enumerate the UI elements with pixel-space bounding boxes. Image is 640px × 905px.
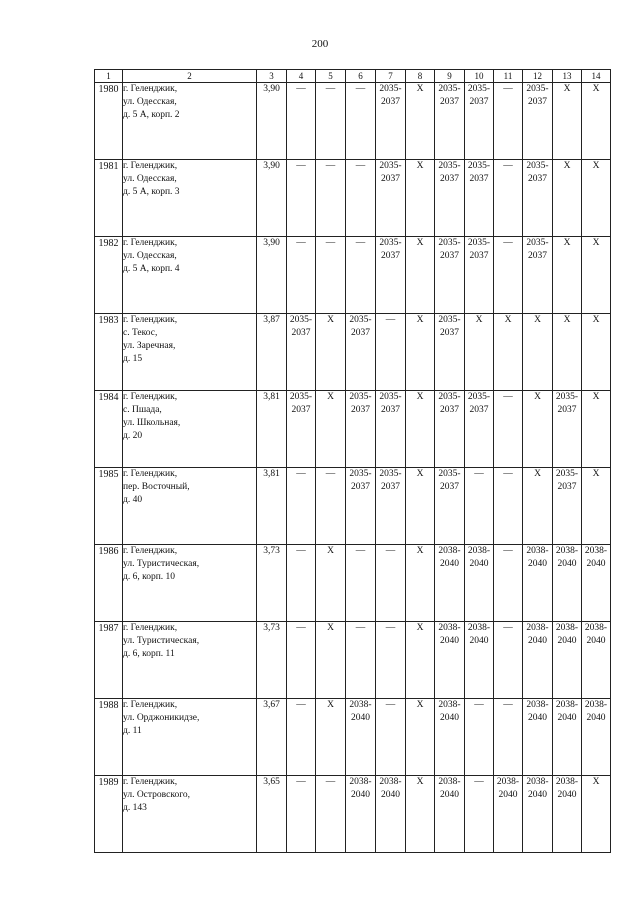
- period-text: 2038- 2040: [438, 777, 461, 800]
- period-cell: [435, 237, 465, 314]
- period-cell: [435, 699, 465, 776]
- period-text: 2035- 2037: [379, 238, 402, 261]
- period-cell: Х: [553, 237, 582, 314]
- period-cell: [465, 391, 494, 468]
- period-text: 2035- 2037: [379, 469, 402, 492]
- period-cell: Х: [406, 314, 435, 391]
- period-cell: [376, 468, 406, 545]
- period-cell: [435, 314, 465, 391]
- period-text: 2038- 2040: [496, 777, 520, 800]
- value-cell: 3,90: [257, 83, 287, 160]
- address-line: д. 15: [123, 354, 143, 364]
- address-line: ул. Заречная,: [123, 341, 176, 351]
- period-cell: [465, 83, 494, 160]
- period-cell: —: [316, 776, 346, 853]
- address-line: г. Геленджик,: [123, 469, 178, 479]
- address-line: д. 40: [123, 495, 143, 505]
- period-cell: [287, 391, 316, 468]
- address-line: пер. Восточный,: [123, 482, 190, 492]
- address-line: г. Геленджик,: [123, 161, 178, 171]
- period-cell: [346, 314, 376, 391]
- address-line: ул. Одесская,: [123, 97, 177, 107]
- period-cell: Х: [523, 314, 553, 391]
- period-text: 2035- 2037: [526, 84, 549, 107]
- period-cell: Х: [582, 391, 611, 468]
- period-cell: —: [465, 468, 494, 545]
- period-text: 2038- 2040: [584, 546, 608, 569]
- period-cell: [376, 776, 406, 853]
- period-text: 2038- 2040: [438, 546, 461, 569]
- period-cell: [553, 468, 582, 545]
- table-row: [95, 776, 611, 853]
- header-row: [95, 70, 611, 83]
- period-cell: [553, 699, 582, 776]
- address-line: с. Пшада,: [123, 405, 162, 415]
- period-cell: Х: [316, 391, 346, 468]
- row-number: 1989: [95, 776, 123, 853]
- address-line: д. 11: [123, 726, 142, 736]
- period-cell: Х: [465, 314, 494, 391]
- period-cell: [435, 160, 465, 237]
- period-cell: —: [316, 468, 346, 545]
- period-text: 2035- 2037: [349, 315, 372, 338]
- period-cell: —: [287, 545, 316, 622]
- header-cell: 7: [376, 70, 406, 83]
- period-cell: [287, 314, 316, 391]
- table-row: [95, 160, 611, 237]
- period-cell: [523, 699, 553, 776]
- address-cell: [123, 468, 257, 545]
- value-cell: 3,81: [257, 391, 287, 468]
- period-cell: [523, 160, 553, 237]
- address-line: г. Геленджик,: [123, 546, 178, 556]
- address-cell: [123, 314, 257, 391]
- period-cell: [465, 160, 494, 237]
- period-cell: Х: [553, 83, 582, 160]
- period-text: 2035- 2037: [526, 161, 549, 184]
- period-cell: —: [287, 699, 316, 776]
- header-cell: 1: [95, 70, 123, 83]
- table-row: [95, 391, 611, 468]
- period-text: 2035- 2037: [438, 238, 461, 261]
- period-text: 2038- 2040: [526, 623, 549, 646]
- period-text: 2038- 2040: [555, 546, 579, 569]
- period-cell: —: [494, 545, 523, 622]
- period-cell: Х: [553, 314, 582, 391]
- header-cell: 10: [465, 70, 494, 83]
- period-cell: Х: [316, 622, 346, 699]
- period-cell: [523, 776, 553, 853]
- period-cell: —: [376, 622, 406, 699]
- period-cell: Х: [406, 391, 435, 468]
- table-row: [95, 314, 611, 391]
- address-line: ул. Орджоникидзе,: [123, 713, 200, 723]
- row-number: 1982: [95, 237, 123, 314]
- period-cell: [376, 391, 406, 468]
- period-text: 2035- 2037: [289, 392, 313, 415]
- table-row: [95, 545, 611, 622]
- period-text: 2035- 2037: [555, 392, 579, 415]
- address-line: д. 5 А, корп. 3: [123, 187, 180, 197]
- period-text: 2038- 2040: [379, 777, 402, 800]
- period-cell: Х: [406, 160, 435, 237]
- period-text: 2035- 2037: [379, 392, 402, 415]
- header-cell: 12: [523, 70, 553, 83]
- header-cell: 4: [287, 70, 316, 83]
- period-text: 2035- 2037: [349, 392, 372, 415]
- address-line: г. Геленджик,: [123, 315, 178, 325]
- period-cell: —: [465, 699, 494, 776]
- address-line: г. Геленджик,: [123, 623, 178, 633]
- period-cell: Х: [406, 545, 435, 622]
- value-cell: 3,73: [257, 545, 287, 622]
- row-number: 1988: [95, 699, 123, 776]
- value-cell: 3,65: [257, 776, 287, 853]
- period-text: 2035- 2037: [379, 161, 402, 184]
- period-cell: [435, 468, 465, 545]
- period-text: 2035- 2037: [526, 238, 549, 261]
- period-text: 2035- 2037: [467, 84, 491, 107]
- header-cell: 14: [582, 70, 611, 83]
- period-cell: Х: [494, 314, 523, 391]
- header-cell: 8: [406, 70, 435, 83]
- period-cell: —: [376, 314, 406, 391]
- address-cell: [123, 83, 257, 160]
- address-line: д. 5 А, корп. 2: [123, 110, 180, 120]
- address-cell: [123, 622, 257, 699]
- period-cell: —: [494, 83, 523, 160]
- address-line: д. 143: [123, 803, 147, 813]
- period-cell: [582, 545, 611, 622]
- period-cell: [376, 237, 406, 314]
- header-cell: 3: [257, 70, 287, 83]
- period-text: 2035- 2037: [467, 161, 491, 184]
- period-text: 2035- 2037: [289, 315, 313, 338]
- period-cell: [435, 391, 465, 468]
- address-line: г. Геленджик,: [123, 392, 178, 402]
- period-cell: —: [346, 83, 376, 160]
- period-cell: Х: [406, 776, 435, 853]
- period-cell: [465, 237, 494, 314]
- period-text: 2038- 2040: [555, 623, 579, 646]
- period-cell: [523, 622, 553, 699]
- table-row: [95, 83, 611, 160]
- period-cell: [376, 160, 406, 237]
- period-text: 2035- 2037: [438, 392, 461, 415]
- row-number: 1983: [95, 314, 123, 391]
- period-cell: Х: [316, 699, 346, 776]
- address-line: д. 6, корп. 10: [123, 572, 176, 582]
- address-line: г. Геленджик,: [123, 84, 178, 94]
- period-cell: [465, 545, 494, 622]
- period-cell: —: [287, 776, 316, 853]
- period-text: 2038- 2040: [438, 700, 461, 723]
- period-cell: Х: [316, 545, 346, 622]
- period-text: 2035- 2037: [438, 84, 461, 107]
- period-cell: Х: [582, 776, 611, 853]
- period-cell: Х: [406, 622, 435, 699]
- period-text: 2038- 2040: [467, 546, 491, 569]
- address-cell: [123, 391, 257, 468]
- row-number: 1981: [95, 160, 123, 237]
- period-cell: Х: [406, 699, 435, 776]
- period-cell: Х: [582, 314, 611, 391]
- table-row: [95, 699, 611, 776]
- period-cell: —: [346, 160, 376, 237]
- address-line: ул. Островского,: [123, 790, 190, 800]
- value-cell: 3,90: [257, 160, 287, 237]
- period-cell: Х: [523, 468, 553, 545]
- table-row: [95, 622, 611, 699]
- value-cell: 3,90: [257, 237, 287, 314]
- header-cell: 9: [435, 70, 465, 83]
- period-cell: [553, 776, 582, 853]
- schedule-table: [94, 69, 611, 853]
- period-text: 2038- 2040: [526, 700, 549, 723]
- period-cell: Х: [406, 237, 435, 314]
- period-cell: [494, 776, 523, 853]
- row-number: 1987: [95, 622, 123, 699]
- period-cell: —: [494, 468, 523, 545]
- period-cell: —: [287, 622, 316, 699]
- period-cell: —: [346, 545, 376, 622]
- header-cell: 13: [553, 70, 582, 83]
- period-cell: Х: [406, 83, 435, 160]
- header-cell: 11: [494, 70, 523, 83]
- period-cell: Х: [316, 314, 346, 391]
- value-cell: 3,87: [257, 314, 287, 391]
- period-text: 2035- 2037: [438, 161, 461, 184]
- period-cell: —: [494, 237, 523, 314]
- period-cell: —: [494, 699, 523, 776]
- period-cell: —: [494, 622, 523, 699]
- period-cell: —: [287, 468, 316, 545]
- address-line: ул. Туристическая,: [123, 559, 200, 569]
- period-text: 2038- 2040: [349, 700, 372, 723]
- address-line: ул. Одесская,: [123, 251, 177, 261]
- period-cell: —: [346, 237, 376, 314]
- period-cell: [553, 545, 582, 622]
- header-cell: 5: [316, 70, 346, 83]
- period-cell: [346, 699, 376, 776]
- value-cell: 3,67: [257, 699, 287, 776]
- period-cell: —: [316, 160, 346, 237]
- period-cell: [553, 391, 582, 468]
- address-line: д. 20: [123, 431, 143, 441]
- period-cell: Х: [523, 391, 553, 468]
- period-cell: [376, 83, 406, 160]
- address-line: ул. Школьная,: [123, 418, 181, 428]
- period-cell: [346, 776, 376, 853]
- period-cell: Х: [582, 83, 611, 160]
- value-cell: 3,73: [257, 622, 287, 699]
- value-cell: 3,81: [257, 468, 287, 545]
- period-text: 2038- 2040: [555, 700, 579, 723]
- period-text: 2035- 2037: [555, 469, 579, 492]
- period-cell: Х: [406, 468, 435, 545]
- period-cell: [435, 776, 465, 853]
- period-cell: [523, 237, 553, 314]
- address-cell: [123, 699, 257, 776]
- period-text: 2035- 2037: [467, 238, 491, 261]
- period-cell: —: [316, 83, 346, 160]
- period-cell: —: [465, 776, 494, 853]
- row-number: 1985: [95, 468, 123, 545]
- header-cell: 6: [346, 70, 376, 83]
- period-cell: —: [287, 160, 316, 237]
- address-line: г. Геленджик,: [123, 777, 178, 787]
- period-cell: —: [316, 237, 346, 314]
- period-cell: Х: [582, 160, 611, 237]
- period-text: 2035- 2037: [467, 392, 491, 415]
- period-text: 2035- 2037: [438, 469, 461, 492]
- period-cell: [582, 622, 611, 699]
- period-text: 2038- 2040: [526, 546, 549, 569]
- period-text: 2038- 2040: [555, 777, 579, 800]
- period-cell: —: [346, 622, 376, 699]
- address-cell: [123, 160, 257, 237]
- address-line: г. Геленджик,: [123, 700, 178, 710]
- period-cell: [523, 83, 553, 160]
- period-text: 2035- 2037: [379, 84, 402, 107]
- period-cell: —: [287, 83, 316, 160]
- period-text: 2038- 2040: [349, 777, 372, 800]
- row-number: 1986: [95, 545, 123, 622]
- period-cell: [346, 468, 376, 545]
- row-number: 1980: [95, 83, 123, 160]
- address-line: ул. Туристическая,: [123, 636, 200, 646]
- period-cell: Х: [582, 237, 611, 314]
- period-cell: —: [376, 545, 406, 622]
- period-cell: [435, 545, 465, 622]
- period-cell: [465, 622, 494, 699]
- address-cell: [123, 237, 257, 314]
- header-cell: 2: [123, 70, 257, 83]
- table-row: [95, 237, 611, 314]
- period-cell: [435, 83, 465, 160]
- period-text: 2035- 2037: [438, 315, 461, 338]
- address-cell: [123, 776, 257, 853]
- period-cell: [553, 622, 582, 699]
- period-cell: Х: [582, 468, 611, 545]
- period-text: 2038- 2040: [438, 623, 461, 646]
- period-text: 2038- 2040: [584, 700, 608, 723]
- period-cell: —: [287, 237, 316, 314]
- address-line: г. Геленджик,: [123, 238, 178, 248]
- period-text: 2038- 2040: [467, 623, 491, 646]
- period-text: 2035- 2037: [349, 469, 372, 492]
- period-text: 2038- 2040: [584, 623, 608, 646]
- address-line: ул. Одесская,: [123, 174, 177, 184]
- table-row: [95, 468, 611, 545]
- period-cell: [435, 622, 465, 699]
- row-number: 1984: [95, 391, 123, 468]
- page-number: 200: [311, 38, 329, 50]
- period-cell: Х: [553, 160, 582, 237]
- period-cell: [582, 699, 611, 776]
- period-cell: —: [494, 391, 523, 468]
- period-cell: [346, 391, 376, 468]
- period-text: 2038- 2040: [526, 777, 549, 800]
- address-cell: [123, 545, 257, 622]
- address-line: д. 5 А, корп. 4: [123, 264, 180, 274]
- period-cell: —: [494, 160, 523, 237]
- period-cell: —: [376, 699, 406, 776]
- address-line: с. Текос,: [123, 328, 158, 338]
- period-cell: [523, 545, 553, 622]
- address-line: д. 6, корп. 11: [123, 649, 175, 659]
